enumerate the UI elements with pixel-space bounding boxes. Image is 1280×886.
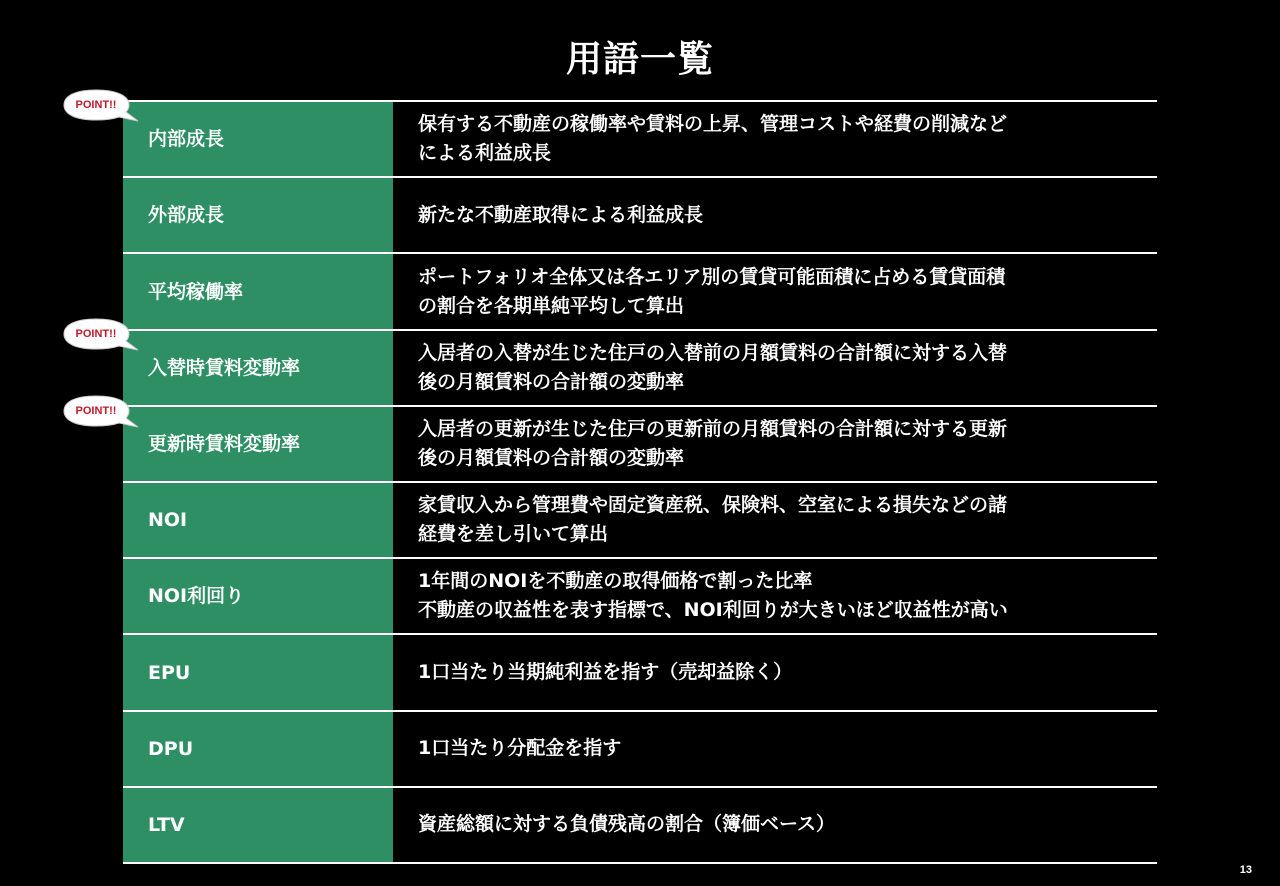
table-row [123,100,1157,176]
definition-cell: 資産総額に対する負債残高の割合（簿価ベース） [418,813,836,836]
table-row [123,252,1157,328]
term-cell: 入替時賃料変動率 [148,356,301,379]
term-cell: 更新時賃料変動率 [148,432,301,455]
term-cell: NOI [148,509,188,532]
table-row [123,329,1157,405]
page-title: 用語一覧 [565,39,714,80]
term-cell: NOI利回り [148,585,245,608]
table-row [123,405,1157,481]
definition-cell: 入居者の更新が生じた住戸の更新前の月額賃料の合計額に対する更新 後の月額賃料の合計額の変動率 [418,417,1008,469]
table-row [123,786,1157,864]
table-row [123,710,1157,786]
page-number: 13 [1239,864,1252,876]
table-row [123,176,1157,252]
table-row [123,557,1157,633]
term-cell: 外部成長 [148,204,225,227]
definition-cell: 入居者の入替が生じた住戸の入替前の月額賃料の合計額に対する入替 後の月額賃料の合計額の変動率 [418,341,1008,393]
definition-cell: 保有する不動産の稼働率や賃料の上昇、管理コストや経費の削減など による利益成長 [418,113,1008,165]
definition-cell: 新たな不動産取得による利益成長 [418,203,704,226]
definition-cell: ポートフォリオ全体又は各エリア別の賃貸可能面積に占める賃貸面積 の割合を各期単純平均して算出 [418,265,1006,317]
glossary-rows [123,100,1157,864]
definition-cell: 1口当たり当期純利益を指す（売却益除く） [418,661,793,684]
term-cell: 平均稼働率 [148,280,244,303]
point-callout [63,395,135,431]
term-cell: DPU [148,737,194,760]
table-row [123,481,1157,557]
point-label: POINT!! [75,404,117,417]
term-cell: EPU [148,661,191,684]
definition-cell: 1年間のNOIを不動産の取得価格で割った比率 不動産の収益性を表す指標で、NOI利回りが大きいほど収益性が高い [418,570,1008,622]
glossary-table [123,100,1157,864]
term-cell: LTV [148,813,185,836]
point-label: POINT!! [75,99,117,111]
point-callout [63,89,135,125]
point-callout [63,318,135,354]
definition-cell: 家賃収入から管理費や固定資産税、保険料、空室による損失などの諸 経費を差し引いて算出 [418,494,1008,546]
definition-cell: 1口当たり分配金を指す [418,737,622,760]
point-label: POINT!! [75,328,117,341]
table-row [123,633,1157,709]
term-cell: 内部成長 [148,128,225,151]
